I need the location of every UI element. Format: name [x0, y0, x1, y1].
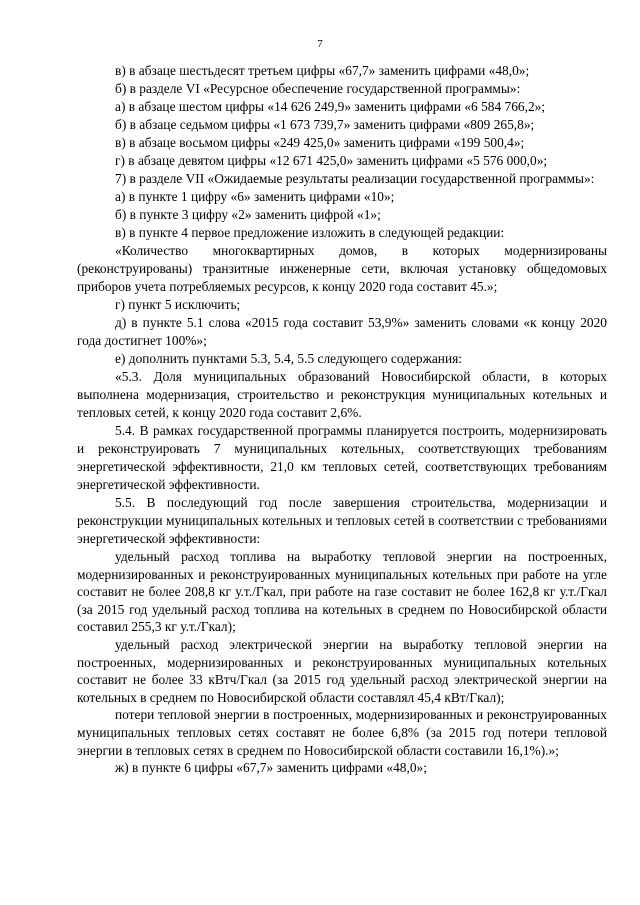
quoted-paragraph-item-4: «Количество многоквартирных домов, в которых модернизированы (реконструированы) транзитные инженерные сети, включая установку общедомовых приборов учета потребляемых ресурсов, к концу 2020 года составит 45.»; — [77, 243, 607, 294]
paragraph-6g: г) в абзаце девятом цифры «12 671 425,0» заменить цифрами «5 576 000,0»; — [115, 153, 548, 168]
paragraph-electricity-consumption: удельный расход электрической энергии на выработку тепловой энергии на построенных, модернизированных и реконструированных муниципальных котельных составит не более 33 кВтч/Гкал (за 2015 год удельный расход электрической энергии на котельных в среднем по Новосибирской области составлял 45,4 кВт/Гкал); — [77, 636, 607, 705]
paragraph-6v: в) в абзаце восьмом цифры «249 425,0» заменить цифрами «199 500,4»; — [115, 135, 525, 150]
paragraph-item-5-5: 5.5. В последующий год после завершения строительства, модернизации и реконструкции муниципальных котельных и тепловых сетей в соответствии с требованиями энергетической эффективности: — [77, 495, 607, 546]
paragraph-7v: в) в пункте 4 первое предложение изложить в следующей редакции: — [115, 225, 505, 240]
paragraph-item-5-4: 5.4. В рамках государственной программы планируется построить, модернизировать и реконструировать 7 муниципальных котельных, соответствующих требованиям энергетической эффективности, 21,0 км тепловых сетей, соответствующих требованиям энергетической эффективности. — [77, 423, 607, 492]
document-body — [77, 62, 607, 777]
paragraph-7d: д) в пункте 5.1 слова «2015 года составит 53,9%» заменить словами «к концу 2020 года достигнет 100%»; — [77, 315, 607, 348]
paragraph-6a: а) в абзаце шестом цифры «14 626 249,9» заменить цифрами «6 584 766,2»; — [115, 99, 546, 114]
paragraph-7zh: ж) в пункте 6 цифры «67,7» заменить цифрами «48,0»; — [115, 760, 427, 776]
paragraph-v-63: в) в абзаце шестьдесят третьем цифры «67,7» заменить цифрами «48,0»; — [115, 63, 530, 78]
paragraph-item-5-3: «5.3. Доля муниципальных образований Новосибирской области, в которых выполнена модернизация, строительство и реконструкция муниципальных котельных и тепловых сетей, к концу 2020 года составит 2,6%. — [77, 369, 607, 420]
paragraph-section-6: б) в разделе VI «Ресурсное обеспечение государственной программы»: — [115, 81, 521, 96]
paragraph-7b: б) в пункте 3 цифру «2» заменить цифрой «1»; — [115, 207, 381, 222]
paragraph-6b: б) в абзаце седьмом цифры «1 673 739,7» заменить цифрами «809 265,8»; — [115, 117, 535, 132]
paragraph-section-7: 7) в разделе VII «Ожидаемые результаты реализации государственной программы»: — [115, 171, 595, 186]
paragraph-7a: а) в пункте 1 цифру «6» заменить цифрами «10»; — [115, 189, 395, 204]
paragraph-heat-losses: потери тепловой энергии в построенных, модернизированных и реконструированных муниципальных тепловых сетях составят не более 6,8% (за 2015 год потери тепловой энергии в тепловых сетях в среднем по Новосибирской области составили 16,1%).»; — [77, 707, 607, 758]
paragraph-7g: г) пункт 5 исключить; — [115, 297, 241, 312]
paragraph-7e: е) дополнить пунктами 5.3, 5.4, 5.5 следующего содержания: — [115, 351, 462, 366]
paragraph-fuel-consumption: удельный расход топлива на выработку тепловой энергии на построенных, модернизированных и реконструированных муниципальных котельных при работе на угле составит не более 208,8 кг у.т./Гкал, при работе на газе составит не более 162,8 кг у.т./Гкал (за 2015 год удельный расход топлива на котельных в среднем по Новосибирской области составил 255,3 кг у.т./Гкал); — [77, 549, 607, 635]
page-number: 7 — [317, 38, 323, 50]
